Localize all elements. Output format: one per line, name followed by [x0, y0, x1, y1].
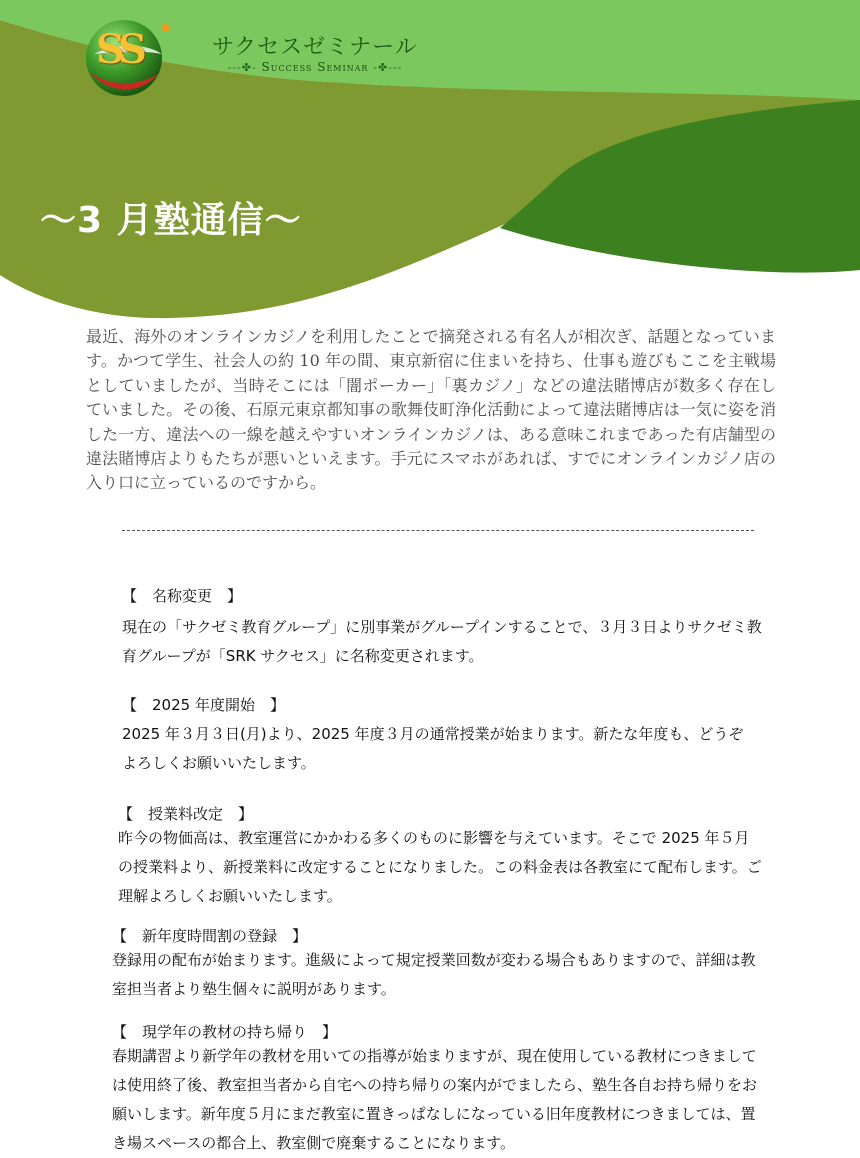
section-body: 現在の「サクゼミ教育グループ」に別事業がグループインすることで、３月３日よりサクゼミ教育グループが「SRK サクセス」に名称変更されます。 — [122, 618, 762, 665]
section-tuition-revision — [118, 802, 763, 911]
brand-name-jp: サクセスゼミナール — [212, 35, 418, 60]
section-title: 【 新年度時間割の登録 】 — [112, 927, 308, 945]
section-fiscal-year-start — [122, 693, 752, 778]
section-material-return — [112, 1020, 762, 1158]
section-body: 2025 年３月３日(月)より、2025 年度３月の通常授業が始まります。新たな年度も、どうぞよろしくお願いいたします。 — [122, 725, 744, 772]
section-title: 【 現学年の教材の持ち帰り 】 — [112, 1023, 338, 1041]
vine-ornament-icon: ‐✤‐‐‐ — [373, 61, 403, 74]
section-title: 【 授業料改定 】 — [118, 805, 254, 823]
section-body: 昨今の物価高は、教室運営にかかわる多くのものに影響を与えています。そこで 2025 年５月の授業料より、新授業料に改定することになりました。この料金表は各教室にて配布します。ご理解よろしくお願いいたします。 — [118, 829, 762, 905]
page-title: ～3 月塾通信～ — [40, 200, 302, 241]
logo-letters: SS — [96, 26, 141, 73]
section-title: 【 2025 年度開始 】 — [122, 696, 285, 714]
brand-name-en: Success Seminar — [261, 60, 369, 74]
section-title: 【 名称変更 】 — [122, 587, 243, 605]
dashed-divider — [122, 530, 754, 531]
section-body: 春期講習より新学年の教材を用いての指導が始まりますが、現在使用している教材につきましては使用終了後、教室担当者から自宅への持ち帰りの案内がでましたら、塾生各自お持ち帰りをお願いします。新年度５月にまだ教室に置きっぱなしになっている旧年度教材につきましては、置き場スペースの都合上、教室側で廃棄することになります。 — [112, 1047, 758, 1152]
section-body: 登録用の配布が始まります。進級によって規定授業回数が変わる場合もありますので、詳細は教室担当者より塾生個々に説明があります。 — [112, 951, 756, 998]
section-timetable-registration — [112, 924, 762, 1004]
section-name-change — [122, 584, 762, 671]
vine-ornament-icon: ‐‐‐✤‐ — [227, 61, 257, 74]
intro-paragraph: 最近、海外のオンラインカジノを利用したことで摘発される有名人が相次ぎ、話題となっています。かつて学生、社会人の約 10 年の間、東京新宿に住まいを持ち、仕事も遊びもここを主戦場としていましたが、当時そこには「闇ポーカー」「裏カジノ」などの違法賭博店が数多く存在していました。その後、石原元東京都知事の歌舞伎町浄化活動によって違法賭博店は一気に姿を消した一方、違法への一線を越えやすいオンラインカジノは、ある意味これまであった有店舗型の違法賭博店よりもたちが悪いといえます。手元にスマホがあれば、すでにオンラインカジノ店の入り口に立っているのですから。 — [86, 327, 776, 493]
brand-name-en-row — [190, 60, 440, 74]
